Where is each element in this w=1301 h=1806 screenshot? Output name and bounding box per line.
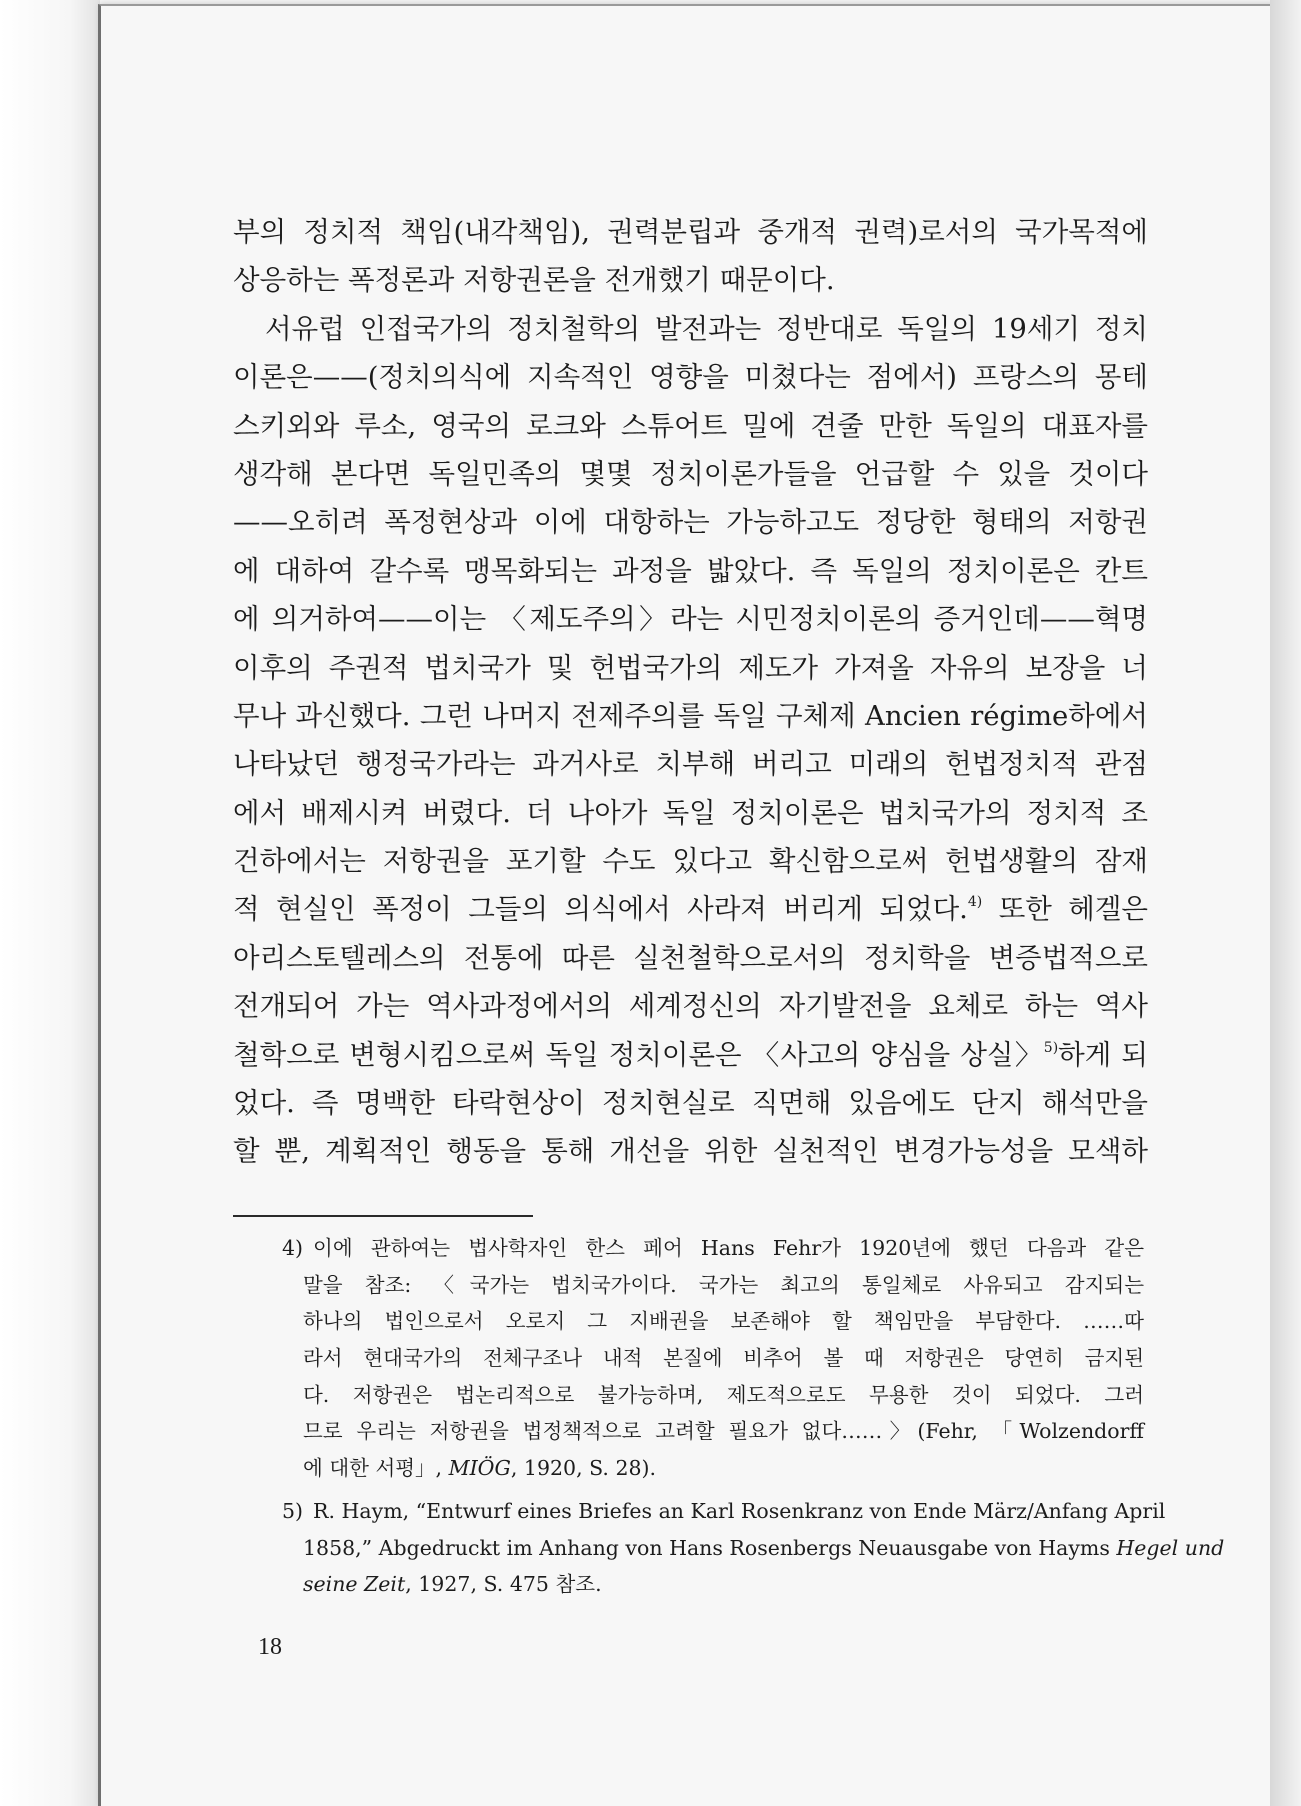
body-line: 아리스토텔레스의 전통에 따른 실천철학으로서의 정치학을 변증법적으로: [233, 941, 1148, 974]
body-line: 생각해 본다면 독일민족의 몇몇 정치이론가들을 언급할 수 있을 것이다: [233, 457, 1148, 490]
body-line: 에 의거하여——이는 〈제도주의〉라는 시민정치이론의 증거인데——혁명: [233, 603, 1148, 636]
footnote-text: 이에 관하여는 법사학자인 한스 페어 Hans Fehr가 1920년에 했던 다음과 같은: [313, 1236, 1144, 1260]
body-line: 었다. 즉 명백한 타락현상이 정치현실로 직면해 있음에도 단지 해석만을: [233, 1087, 1148, 1120]
body-line: 이론은——(정치의식에 지속적인 영향을 미쳤다는 점에서) 프랑스의 몽테: [233, 361, 1148, 394]
body-line: 건하에서는 저항권을 포기할 수도 있다고 확신함으로써 헌법생활의 잠재: [233, 845, 1148, 878]
footnote-4-line: [282, 1450, 1144, 1487]
footnote-5-number: 5): [282, 1498, 304, 1523]
body-line: 스키외와 루소, 영국의 로크와 스튜어트 밀에 견줄 만한 독일의 대표자를: [233, 409, 1148, 442]
body-line-with-footnote-4: [233, 885, 1148, 933]
body-line: ——오히려 폭정현상과 이에 대항하는 가능하고도 정당한 형태의 저항권: [233, 506, 1148, 539]
footnote-text: , 1920, S. 28).: [510, 1456, 657, 1481]
footnote-5-line: [282, 1493, 1166, 1530]
footnote-4-number: 4): [282, 1236, 304, 1260]
left-margin-background: [0, 0, 100, 1806]
body-line-part: 또한 헤겔은: [982, 893, 1148, 926]
footnote-text: 에 대한 서평」,: [303, 1456, 449, 1481]
right-page-shadow: [1270, 0, 1301, 1806]
body-line: 전개되어 가는 역사과정에서의 세계정신의 자기발전을 요체로 하는 역사: [233, 990, 1148, 1023]
body-line-with-footnote-5: [233, 1031, 1148, 1079]
footnote-4-line: 말을 참조: 〈국가는 법치국가이다. 국가는 최고의 통일체로 사유되고 감지되는: [303, 1272, 1144, 1297]
body-line: 에서 배제시켜 버렸다. 더 나아가 독일 정치이론은 법치국가의 정치적 조: [233, 796, 1148, 829]
page-number: 18: [258, 1634, 282, 1660]
footnote-reference-4: 4): [967, 894, 983, 911]
footnote-4-line: 하나의 법인으로서 오로지 그 지배권을 보존해야 할 책임만을 부담한다. ……따: [303, 1309, 1144, 1334]
footnote-5-line: [282, 1566, 1144, 1603]
body-line-part: 하게 되: [1058, 1038, 1148, 1071]
body-line: 상응하는 폭정론과 저항권론을 전개했기 때문이다.: [233, 264, 835, 297]
footnote-text: R. Haym, “Entwurf eines Briefes an Karl Rosenkranz von Ende März/Anfang April: [313, 1498, 1166, 1523]
footnote-4-line: 다. 저항권은 법논리적으로 불가능하며, 제도적으로도 무용한 것이 되었다. 그러: [303, 1382, 1144, 1407]
book-title: Hegel und: [1116, 1535, 1225, 1560]
footnote-text: , 1927, S. 475 참조.: [405, 1572, 602, 1597]
body-line-part: 적 현실인 폭정이 그들의 의식에서 사라져 버리게 되었다.: [233, 893, 968, 926]
body-line: 할 뿐, 계획적인 행동을 통해 개선을 위한 실천적인 변경가능성을 모색하: [233, 1135, 1148, 1168]
footnote-text: 1858,” Abgedruckt im Anhang von Hans Rosenbergs Neuausgabe von Hayms: [303, 1535, 1117, 1560]
body-line: 나타났던 행정국가라는 과거사로 치부해 버리고 미래의 헌법정치적 관점: [233, 748, 1148, 781]
footnote-4-line: 라서 현대국가의 전체구조나 내적 본질에 비추어 볼 때 저항권은 당연히 금지된: [303, 1346, 1144, 1371]
footnote-4-line: [282, 1230, 1144, 1267]
footnote-4-line: 므로 우리는 저항권을 법정책적으로 고려할 필요가 없다……〉(Fehr, 「Wolzendorff: [303, 1419, 1144, 1444]
footnote-divider: [233, 1215, 533, 1217]
footnote-reference-5: 5): [1043, 1039, 1059, 1056]
body-line-part: 철학으로 변형시킴으로써 독일 정치이론은 〈사고의 양심을 상실〉: [233, 1038, 1044, 1071]
footnotes: [282, 1230, 1225, 1603]
book-title: seine Zeit: [303, 1572, 406, 1597]
body-line: 서유럽 인접국가의 정치철학의 발전과는 정반대로 독일의 19세기 정치: [265, 312, 1148, 345]
footnote-5-line: [282, 1530, 1225, 1567]
body-line: 이후의 주권적 법치국가 및 헌법국가의 제도가 가져올 자유의 보장을 너: [233, 651, 1148, 684]
journal-title: MIÖG: [448, 1456, 511, 1481]
body-line: 부의 정치적 책임(내각책임), 권력분립과 중개적 권력)로서의 국가목적에: [233, 216, 1148, 248]
body-line: 에 대하여 갈수록 맹목화되는 과정을 밟았다. 즉 독일의 정치이론은 칸트: [233, 554, 1148, 587]
body-line: 무나 과신했다. 그런 나머지 전제주의를 독일 구체제 Ancien régime하에서: [233, 699, 1148, 732]
body-text: [233, 208, 1148, 1176]
